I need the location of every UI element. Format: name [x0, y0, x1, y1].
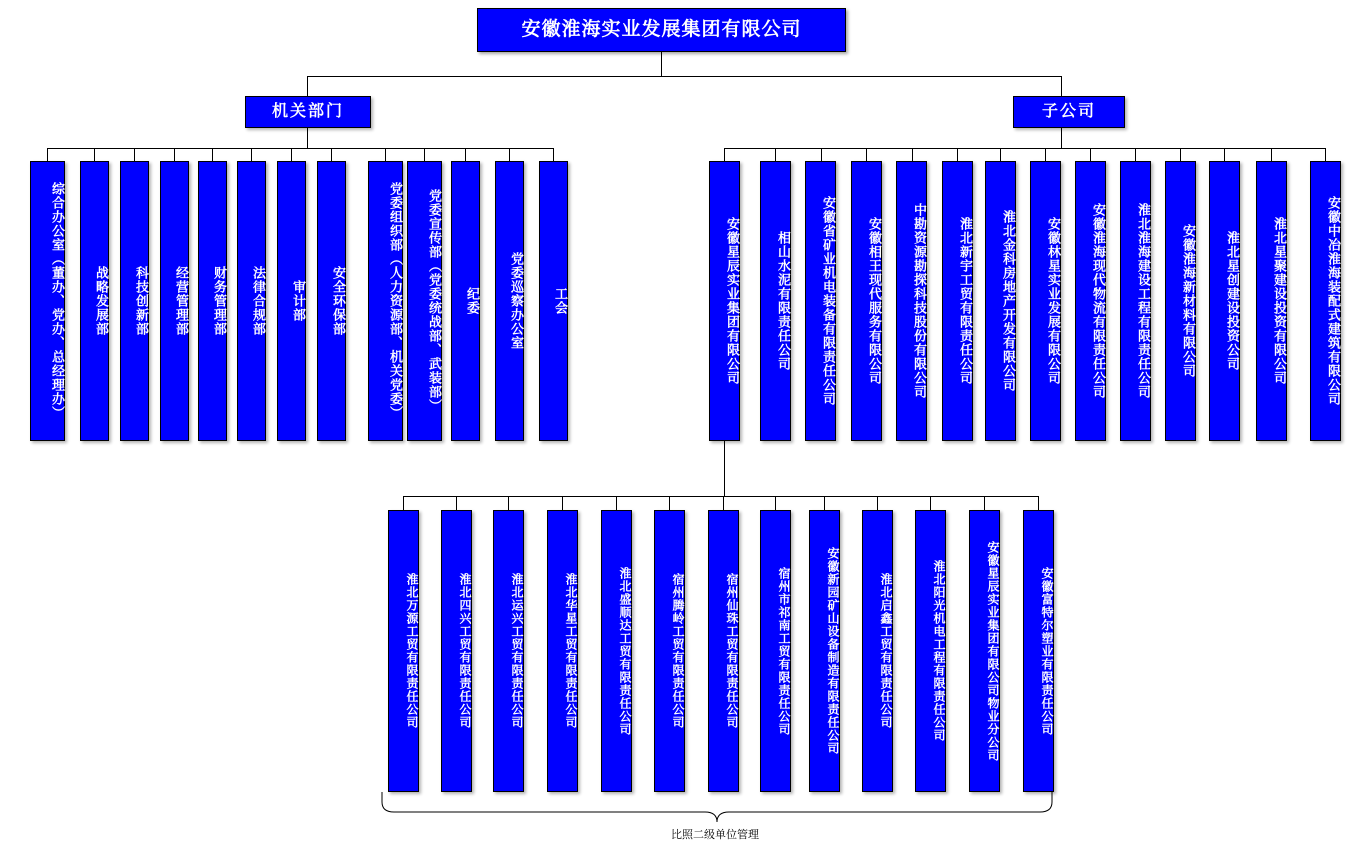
third-level-node-7[interactable]: 宿州市祁南工贸有限责任公司 — [760, 510, 791, 792]
dept-node-5[interactable]: 法律合规部 — [237, 161, 266, 441]
connector-third-2 — [508, 496, 509, 510]
connector-third-10 — [930, 496, 931, 510]
connector-sub-6 — [1000, 148, 1001, 162]
connector-dept-4 — [212, 148, 213, 162]
subsidiary-node-0[interactable]: 安徽星辰实业集团有限公司 — [709, 161, 740, 441]
connector-sub-10 — [1180, 148, 1181, 162]
third-level-node-1[interactable]: 淮北四兴工贸有限责任公司 — [441, 510, 472, 792]
dept-node-12[interactable]: 工会 — [539, 161, 568, 441]
dept-node-6[interactable]: 审计部 — [277, 161, 306, 441]
subsidiary-node-2[interactable]: 安徽省矿业机电装备有限责任公司 — [805, 161, 836, 441]
connector-dept-10 — [465, 148, 466, 162]
connector-third-8 — [824, 496, 825, 510]
subsidiary-node-12[interactable]: 淮北星聚建设投资有限公司 — [1256, 161, 1287, 441]
connector-sub-1 — [775, 148, 776, 162]
connector-root-stem — [661, 52, 662, 76]
subsidiary-node-7[interactable]: 安徽林星实业发展有限公司 — [1030, 161, 1061, 441]
dept-node-2[interactable]: 科技创新部 — [120, 161, 149, 441]
connector-sub-bus — [724, 148, 1325, 149]
connector-dept-9 — [424, 148, 425, 162]
third-level-node-10[interactable]: 淮北阳光机电工程有限责任公司 — [915, 510, 946, 792]
brace-note: 比照二级单位管理 — [671, 829, 759, 841]
subsidiary-node-10[interactable]: 安徽淮海新材料有限公司 — [1165, 161, 1196, 441]
connector-dept-stem — [307, 128, 308, 148]
connector-dept-11 — [509, 148, 510, 162]
third-level-node-12[interactable]: 安徽富特尔塑业有限责任公司 — [1023, 510, 1054, 792]
dept-node-8[interactable]: 党委组织部（人力资源部、机关党委） — [368, 161, 403, 441]
connector-dept-8 — [385, 148, 386, 162]
root-node[interactable]: 安徽淮海实业发展集团有限公司 — [477, 8, 846, 52]
connector-dept-12 — [553, 148, 554, 162]
connector-dept-7 — [331, 148, 332, 162]
connector-sub-2 — [821, 148, 822, 162]
connector-sub-drop — [1061, 76, 1062, 96]
brace-bracket — [380, 792, 1060, 826]
dept-node-7[interactable]: 安全环保部 — [317, 161, 346, 441]
subsidiary-node-8[interactable]: 安徽淮海现代物流有限责任公司 — [1075, 161, 1106, 441]
connector-sub-8 — [1090, 148, 1091, 162]
subsidiary-node-11[interactable]: 淮北星创建设投资公司 — [1209, 161, 1240, 441]
dept-node-9[interactable]: 党委宣传部（党委统战部、武装部） — [407, 161, 442, 441]
third-level-node-6[interactable]: 宿州仙珠工贸有限责任公司 — [708, 510, 739, 792]
third-level-node-4[interactable]: 淮北盛顺达工贸有限责任公司 — [601, 510, 632, 792]
group-departments[interactable]: 机关部门 — [245, 96, 371, 128]
third-level-node-5[interactable]: 宿州腾岭工贸有限责任公司 — [654, 510, 685, 792]
subsidiary-node-4[interactable]: 中勘资源勘探科技股份有限公司 — [896, 161, 927, 441]
third-level-node-3[interactable]: 淮北华星工贸有限责任公司 — [547, 510, 578, 792]
group-subsidiaries[interactable]: 子公司 — [1013, 96, 1125, 128]
connector-dept-bus — [47, 148, 553, 149]
connector-sub-9 — [1135, 148, 1136, 162]
connector-third-5 — [669, 496, 670, 510]
dept-node-4[interactable]: 财务管理部 — [198, 161, 227, 441]
connector-sub-11 — [1224, 148, 1225, 162]
subsidiary-node-6[interactable]: 淮北金科房地产开发有限公司 — [985, 161, 1016, 441]
connector-sub-13 — [1325, 148, 1326, 162]
connector-level2-bus — [307, 76, 1062, 77]
connector-third-1 — [456, 496, 457, 510]
connector-dept-5 — [251, 148, 252, 162]
dept-node-3[interactable]: 经营管理部 — [160, 161, 189, 441]
connector-dept-0 — [47, 148, 48, 162]
connector-sub-4 — [912, 148, 913, 162]
connector-third-3 — [562, 496, 563, 510]
dept-node-1[interactable]: 战略发展部 — [80, 161, 109, 441]
connector-third-stem — [724, 441, 725, 496]
connector-dept-drop — [307, 76, 308, 96]
dept-node-0[interactable]: 综合办公室（董办、党办、总经理办） — [30, 161, 65, 441]
dept-node-11[interactable]: 党委巡察办公室 — [495, 161, 524, 441]
connector-third-4 — [616, 496, 617, 510]
subsidiary-node-1[interactable]: 相山水泥有限责任公司 — [760, 161, 791, 441]
connector-third-0 — [403, 496, 404, 510]
third-level-node-2[interactable]: 淮北运兴工贸有限责任公司 — [493, 510, 524, 792]
connector-sub-3 — [866, 148, 867, 162]
connector-dept-2 — [134, 148, 135, 162]
connector-third-bus — [403, 496, 1038, 497]
subsidiary-node-5[interactable]: 淮北新宇工贸有限责任公司 — [942, 161, 973, 441]
connector-sub-12 — [1271, 148, 1272, 162]
connector-sub-5 — [957, 148, 958, 162]
connector-third-6 — [723, 496, 724, 510]
connector-third-12 — [1038, 496, 1039, 510]
subsidiary-node-13[interactable]: 安徽中冶淮海装配式建筑有限公司 — [1310, 161, 1341, 441]
subsidiary-node-3[interactable]: 安徽相王现代服务有限公司 — [851, 161, 882, 441]
connector-sub-0 — [724, 148, 725, 162]
connector-dept-1 — [94, 148, 95, 162]
connector-sub-stem — [1061, 128, 1062, 148]
connector-sub-7 — [1045, 148, 1046, 162]
dept-node-10[interactable]: 纪委 — [451, 161, 480, 441]
subsidiary-node-9[interactable]: 淮北淮海建设工程有限责任公司 — [1120, 161, 1151, 441]
connector-third-7 — [775, 496, 776, 510]
connector-third-9 — [877, 496, 878, 510]
third-level-node-8[interactable]: 安徽新园矿山设备制造有限责任公司 — [809, 510, 840, 792]
connector-dept-6 — [291, 148, 292, 162]
third-level-node-0[interactable]: 淮北万源工贸有限责任公司 — [388, 510, 419, 792]
connector-third-11 — [984, 496, 985, 510]
third-level-node-9[interactable]: 淮北启鑫工贸有限责任公司 — [862, 510, 893, 792]
connector-dept-3 — [174, 148, 175, 162]
third-level-node-11[interactable]: 安徽星辰实业集团有限公司物业分公司 — [969, 510, 1000, 792]
